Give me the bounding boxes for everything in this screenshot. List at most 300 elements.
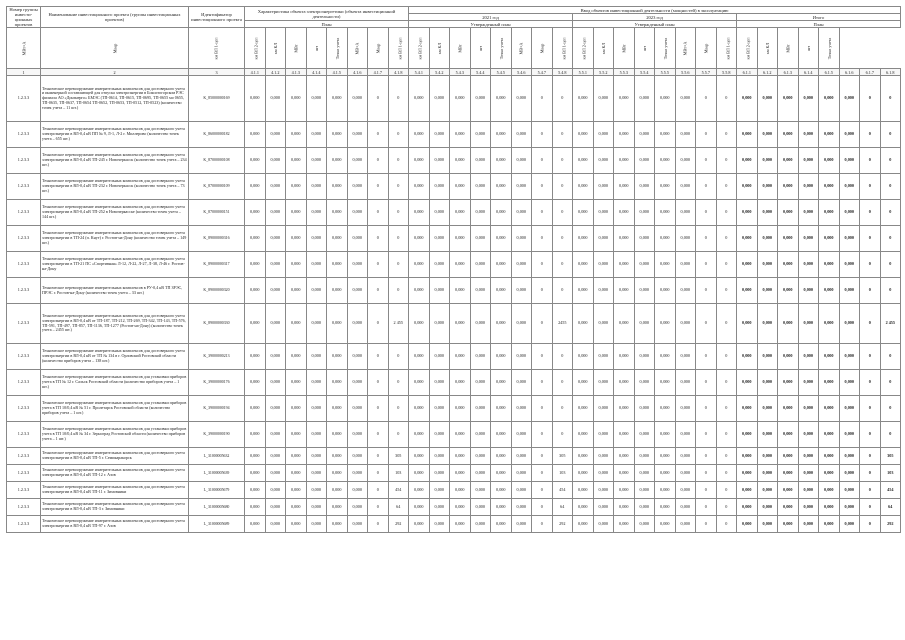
row-value-cell: 0,000 — [491, 422, 512, 448]
table-row — [7, 465, 901, 482]
row-value-cell: 0,000 — [306, 482, 327, 499]
row-value-cell: 0,000 — [306, 148, 327, 174]
row-value-cell: 0,000 — [347, 499, 368, 516]
row-value-cell: 0,000 — [450, 516, 471, 533]
row-value-cell: 0,000 — [286, 422, 307, 448]
row-value-cell: 0,000 — [511, 226, 532, 252]
row-value-cell: 0,000 — [327, 148, 348, 174]
column-number: 5.4.6 — [511, 69, 532, 76]
row-value-cell: 0 — [532, 482, 553, 499]
row-value-cell: 0 — [368, 396, 389, 422]
row-value-cell: 0,000 — [593, 516, 614, 533]
row-total-cell: 0,000 — [819, 148, 840, 174]
row-project-name: Техническое перевооружение измерительных комплексов для достоверного учета электроэнергии в ВЛ-0,4 кВ ТП-11 г. Зимовники — [41, 482, 189, 499]
row-value-cell: 0,000 — [429, 174, 450, 200]
unit-header-cell — [511, 28, 532, 69]
table-row — [7, 122, 901, 148]
row-value-cell: 0,000 — [573, 396, 594, 422]
row-value-cell: 0 — [532, 226, 553, 252]
row-value-cell: 0,000 — [614, 370, 635, 396]
row-value-cell: 0,000 — [511, 465, 532, 482]
column-number: 3 — [189, 69, 245, 76]
row-value-cell: 0,000 — [655, 200, 676, 226]
row-value-cell: 0 — [552, 226, 573, 252]
column-number: 1 — [7, 69, 41, 76]
row-value-cell: 0 — [696, 499, 717, 516]
row-total-cell: 0,000 — [839, 122, 860, 148]
row-value-cell: 0 — [696, 482, 717, 499]
row-total-cell: 0,000 — [778, 148, 799, 174]
row-value-cell: 0 — [532, 465, 553, 482]
row-value-cell: 0 — [716, 499, 737, 516]
table-row — [7, 370, 901, 396]
row-project-name: Техническое перевооружение измерительных комплексов для достоверного учета электроэнергии в ВЛ-0,4 кВ ТП-97 г. Азов — [41, 516, 189, 533]
row-value-cell: 0,000 — [511, 344, 532, 370]
row-total-cell: 0 — [860, 304, 881, 344]
row-value-cell: 0,000 — [491, 122, 512, 148]
row-value-cell: 0,000 — [245, 252, 266, 278]
row-value-cell: 0,000 — [409, 174, 430, 200]
row-value-cell: 0,000 — [573, 516, 594, 533]
unit-header-label: шт — [805, 45, 811, 51]
row-group-number: 1.2.3.3 — [7, 396, 41, 422]
row-total-cell: 0,000 — [798, 76, 819, 122]
row-value-cell: 2 455 — [388, 304, 409, 344]
row-total-cell: 0,000 — [839, 148, 860, 174]
row-value-cell: 0 — [532, 448, 553, 465]
row-value-cell: 0,000 — [614, 174, 635, 200]
row-value-cell: 0 — [552, 174, 573, 200]
row-value-cell: 0,000 — [634, 226, 655, 252]
row-group-number: 1.2.3.3 — [7, 422, 41, 448]
row-value-cell: 0,000 — [347, 344, 368, 370]
row-total-cell: 0,000 — [757, 76, 778, 122]
row-value-cell: 0,000 — [655, 422, 676, 448]
row-value-cell: 0,000 — [511, 252, 532, 278]
row-group-number: 1.2.3.3 — [7, 482, 41, 499]
row-value-cell: 0 — [532, 278, 553, 304]
row-value-cell: 0,000 — [286, 304, 307, 344]
row-value-cell: 0,000 — [491, 344, 512, 370]
row-value-cell: 0,000 — [675, 396, 696, 422]
row-value-cell: 0,000 — [429, 516, 450, 533]
unit-header-cell — [737, 28, 758, 69]
row-value-cell: 0,000 — [675, 200, 696, 226]
row-total-cell: 64 — [880, 499, 901, 516]
column-number: 6.1.3 — [778, 69, 799, 76]
unit-header-label: МВт — [621, 43, 627, 53]
row-value-cell: 0 — [552, 370, 573, 396]
row-project-id: K_39000000194 — [189, 396, 245, 422]
row-value-cell: 0,000 — [306, 448, 327, 465]
row-value-cell: 0,000 — [614, 499, 635, 516]
row-total-cell: 0,000 — [798, 304, 819, 344]
row-total-cell: 0,000 — [757, 422, 778, 448]
row-value-cell: 0,000 — [450, 76, 471, 122]
row-value-cell: 0,000 — [593, 465, 614, 482]
row-total-cell: 0,000 — [819, 174, 840, 200]
row-value-cell: 0,000 — [306, 200, 327, 226]
investment-table-sheet — [6, 6, 898, 533]
row-total-cell: 0 — [880, 174, 901, 200]
row-value-cell: 0,000 — [347, 422, 368, 448]
row-total-cell: 454 — [880, 482, 901, 499]
row-value-cell: 0,000 — [573, 344, 594, 370]
row-value-cell: 0,000 — [675, 76, 696, 122]
row-value-cell: 0,000 — [306, 226, 327, 252]
column-number: 5.5.6 — [675, 69, 696, 76]
row-value-cell: 0,000 — [573, 465, 594, 482]
row-value-cell: 0,000 — [347, 370, 368, 396]
row-value-cell: 0,000 — [347, 396, 368, 422]
row-value-cell: 305 — [388, 448, 409, 465]
row-value-cell: 0 — [696, 344, 717, 370]
row-value-cell: 0,000 — [593, 252, 614, 278]
row-total-cell: 0 — [860, 370, 881, 396]
row-total-cell: 103 — [880, 465, 901, 482]
row-value-cell: 0,000 — [409, 200, 430, 226]
row-value-cell: 0 — [532, 76, 553, 122]
row-value-cell: 0,000 — [511, 482, 532, 499]
row-total-cell: 0,000 — [798, 422, 819, 448]
column-number: 5.5.2 — [593, 69, 614, 76]
unit-header-label: МВт×А — [682, 41, 688, 55]
row-total-cell: 0,000 — [819, 465, 840, 482]
unit-header-cell — [757, 28, 778, 69]
row-value-cell: 0,000 — [327, 465, 348, 482]
row-total-cell: 0 — [860, 465, 881, 482]
row-total-cell: 0 — [880, 148, 901, 174]
row-value-cell: 0,000 — [245, 516, 266, 533]
row-total-cell: 0,000 — [778, 226, 799, 252]
row-value-cell: 0,000 — [286, 226, 307, 252]
row-value-cell: 0,000 — [327, 344, 348, 370]
row-project-name: Техническое перевооружение измерительных комплексов для достоверного учета электроэнергии в ВЛ-0,4 кВ ПП № 9, Л-1, Л-2 г. Миллерово (количество точек учета – 655 шт.) — [41, 122, 189, 148]
column-number: 4.1.5 — [327, 69, 348, 76]
row-project-id: L_31000005632 — [189, 448, 245, 465]
row-total-cell: 0,000 — [757, 516, 778, 533]
row-value-cell: 0 — [368, 148, 389, 174]
row-value-cell: 0,000 — [614, 148, 635, 174]
row-project-id: K_39000000190 — [189, 422, 245, 448]
row-value-cell: 0,000 — [245, 278, 266, 304]
unit-header-cell — [532, 28, 553, 69]
row-value-cell: 0,000 — [245, 304, 266, 344]
row-total-cell: 0 — [880, 200, 901, 226]
row-total-cell: 0,000 — [798, 278, 819, 304]
row-total-cell: 0,000 — [757, 499, 778, 516]
row-value-cell: 0,000 — [286, 148, 307, 174]
row-value-cell: 0,000 — [511, 304, 532, 344]
row-total-cell: 0,000 — [819, 278, 840, 304]
row-value-cell: 0 — [696, 200, 717, 226]
table-row — [7, 304, 901, 344]
row-total-cell: 0,000 — [757, 226, 778, 252]
row-total-cell: 0,000 — [778, 76, 799, 122]
row-value-cell: 0,000 — [245, 422, 266, 448]
row-total-cell: 0,000 — [737, 422, 758, 448]
row-group-number: 1.2.3.3 — [7, 226, 41, 252]
row-value-cell: 0,000 — [634, 499, 655, 516]
row-value-cell: 0,000 — [327, 226, 348, 252]
table-row — [7, 226, 901, 252]
row-total-cell: 0 — [860, 422, 881, 448]
row-project-name: Техническое перевооружение измерительных комплексов для достоверного учета электроэнергии в ТП-21 ПС «Спортивная» Л-12, Л-22, Л-27, Л-38, Л-46 г. Ростов-на-Дону — [41, 252, 189, 278]
row-value-cell: 0,000 — [634, 122, 655, 148]
row-total-cell: 305 — [880, 448, 901, 465]
row-value-cell: 0,000 — [573, 448, 594, 465]
row-value-cell: 0,000 — [573, 76, 594, 122]
row-value-cell: 454 — [388, 482, 409, 499]
row-value-cell: 0 — [368, 465, 389, 482]
row-value-cell: 0,000 — [450, 200, 471, 226]
row-value-cell: 0,000 — [306, 76, 327, 122]
row-value-cell: 292 — [388, 516, 409, 533]
row-value-cell: 0,000 — [409, 344, 430, 370]
row-value-cell: 0,000 — [614, 226, 635, 252]
row-value-cell: 0,000 — [286, 370, 307, 396]
row-value-cell: 0,000 — [593, 396, 614, 422]
row-value-cell: 0 — [532, 200, 553, 226]
row-value-cell: 0,000 — [491, 516, 512, 533]
row-value-cell: 0,000 — [265, 344, 286, 370]
row-value-cell: 0,000 — [655, 304, 676, 344]
row-value-cell: 0 — [532, 396, 553, 422]
row-total-cell: 0,000 — [737, 252, 758, 278]
unit-header-label: МВт — [785, 43, 791, 53]
row-value-cell: 0,000 — [306, 344, 327, 370]
row-value-cell: 0,000 — [265, 304, 286, 344]
row-value-cell: 0,000 — [245, 499, 266, 516]
row-value-cell: 0 — [552, 344, 573, 370]
row-value-cell: 0 — [696, 226, 717, 252]
row-total-cell: 0,000 — [819, 304, 840, 344]
row-value-cell: 0,000 — [286, 396, 307, 422]
row-project-name: Техническое перевооружение измерительных комплексов для установки приборов учета в ТП 10/0,4 кВ № 51 г. Пролетарск Ростовской области (количество приборов учета – 1 шт.) — [41, 396, 189, 422]
row-total-cell: 0,000 — [839, 304, 860, 344]
unit-header-label: км ВЛ 2-цеп — [745, 36, 751, 60]
row-value-cell: 0,000 — [491, 499, 512, 516]
row-total-cell: 0 — [860, 174, 881, 200]
row-total-cell: 0,000 — [737, 499, 758, 516]
row-total-cell: 0,000 — [737, 122, 758, 148]
row-value-cell: 64 — [552, 499, 573, 516]
unit-header-label: км КЛ — [764, 42, 770, 54]
row-project-id: K_39000000213 — [189, 344, 245, 370]
row-project-id: K_39000000176 — [189, 370, 245, 396]
row-value-cell: 0,000 — [327, 370, 348, 396]
row-value-cell: 0,000 — [470, 482, 491, 499]
unit-header-cell — [819, 28, 840, 69]
column-number: 6.1.5 — [819, 69, 840, 76]
row-value-cell: 0,000 — [655, 122, 676, 148]
row-value-cell: 0 — [552, 76, 573, 122]
row-value-cell: 0,000 — [573, 482, 594, 499]
row-total-cell: 0,000 — [757, 200, 778, 226]
row-total-cell: 0 — [880, 122, 901, 148]
col-year-2023: 2023 год — [573, 14, 737, 21]
column-number: 5.4.3 — [450, 69, 471, 76]
row-value-cell: 0,000 — [347, 252, 368, 278]
row-value-cell: 0,000 — [245, 344, 266, 370]
row-value-cell: 0,000 — [265, 370, 286, 396]
row-total-cell: 0 — [880, 76, 901, 122]
unit-header-cell — [450, 28, 471, 69]
row-total-cell: 0,000 — [839, 422, 860, 448]
column-number-row — [7, 69, 901, 76]
row-value-cell: 0,000 — [593, 422, 614, 448]
row-value-cell: 0,000 — [347, 200, 368, 226]
row-value-cell: 0 — [532, 516, 553, 533]
row-value-cell: 0,000 — [286, 482, 307, 499]
row-total-cell: 0,000 — [839, 344, 860, 370]
unit-header-label: Точки учета — [663, 37, 669, 59]
row-value-cell: 0,000 — [347, 516, 368, 533]
row-value-cell: 0,000 — [306, 278, 327, 304]
unit-header-label: МВт — [457, 43, 463, 53]
column-number: 5.5.3 — [614, 69, 635, 76]
row-value-cell: 0,000 — [245, 370, 266, 396]
row-total-cell: 0 — [860, 200, 881, 226]
row-value-cell: 0 — [552, 122, 573, 148]
row-value-cell: 0,000 — [655, 252, 676, 278]
row-value-cell: 0,000 — [675, 122, 696, 148]
row-value-cell: 0,000 — [573, 148, 594, 174]
row-value-cell: 0,000 — [491, 76, 512, 122]
row-value-cell: 0,000 — [245, 200, 266, 226]
row-value-cell: 0,000 — [450, 482, 471, 499]
row-total-cell: 0 — [860, 482, 881, 499]
row-project-id: L_31000005679 — [189, 482, 245, 499]
row-value-cell: 0,000 — [245, 226, 266, 252]
row-value-cell: 0,000 — [511, 278, 532, 304]
row-value-cell: 0,000 — [429, 226, 450, 252]
row-value-cell: 0,000 — [429, 122, 450, 148]
row-total-cell: 0,000 — [778, 122, 799, 148]
row-value-cell: 0,000 — [511, 174, 532, 200]
row-value-cell: 0,000 — [593, 76, 614, 122]
row-value-cell: 0,000 — [614, 516, 635, 533]
row-group-number: 1.2.3.3 — [7, 278, 41, 304]
row-value-cell: 0 — [552, 422, 573, 448]
row-value-cell: 0 — [388, 200, 409, 226]
row-total-cell: 0,000 — [798, 122, 819, 148]
unit-header-label: км ВЛ 2-цеп — [253, 36, 259, 60]
column-number: 5.4.8 — [552, 69, 573, 76]
row-total-cell: 0,000 — [737, 465, 758, 482]
row-value-cell: 0 — [368, 448, 389, 465]
row-value-cell: 0 — [716, 148, 737, 174]
row-value-cell: 0,000 — [470, 344, 491, 370]
unit-header-row — [7, 28, 901, 69]
row-value-cell: 0 — [696, 304, 717, 344]
row-value-cell: 0,000 — [470, 448, 491, 465]
row-value-cell: 0,000 — [634, 278, 655, 304]
row-total-cell: 0 — [880, 344, 901, 370]
column-number: 5.4.2 — [429, 69, 450, 76]
row-value-cell: 0,000 — [429, 148, 450, 174]
unit-header-cell — [491, 28, 512, 69]
table-body — [7, 76, 901, 533]
row-total-cell: 0,000 — [737, 370, 758, 396]
row-value-cell: 0,000 — [409, 465, 430, 482]
row-value-cell: 0,000 — [327, 174, 348, 200]
row-value-cell: 0,000 — [511, 448, 532, 465]
table-row — [7, 76, 901, 122]
row-total-cell: 0 — [860, 448, 881, 465]
row-value-cell: 0,000 — [655, 226, 676, 252]
row-total-cell: 0,000 — [798, 148, 819, 174]
unit-header-cell — [429, 28, 450, 69]
row-value-cell: 0,000 — [409, 226, 430, 252]
row-value-cell: 0 — [716, 422, 737, 448]
unit-header-label: км ВЛ 1-цеп — [725, 36, 731, 60]
row-group-number: 1.2.3.3 — [7, 344, 41, 370]
row-value-cell: 0,000 — [286, 200, 307, 226]
unit-header-label: МВ×А — [354, 42, 360, 54]
row-value-cell: 0,000 — [655, 174, 676, 200]
row-total-cell: 0 — [860, 499, 881, 516]
column-number: 5.5.7 — [696, 69, 717, 76]
row-total-cell: 0,000 — [737, 200, 758, 226]
unit-header-cell — [552, 28, 573, 69]
column-number: 4.1.7 — [368, 69, 389, 76]
row-value-cell: 0,000 — [409, 422, 430, 448]
row-value-cell: 0,000 — [573, 226, 594, 252]
row-total-cell: 0,000 — [778, 252, 799, 278]
row-value-cell: 305 — [552, 448, 573, 465]
row-value-cell: 0,000 — [470, 370, 491, 396]
row-value-cell: 0,000 — [327, 422, 348, 448]
unit-header-label: км ВЛ 2-цеп — [581, 36, 587, 60]
row-total-cell: 0,000 — [839, 200, 860, 226]
row-value-cell: 0,000 — [614, 200, 635, 226]
row-value-cell: 454 — [552, 482, 573, 499]
row-value-cell: 0 — [716, 465, 737, 482]
row-total-cell: 0,000 — [819, 499, 840, 516]
row-value-cell: 0,000 — [511, 499, 532, 516]
row-value-cell: 0,000 — [450, 499, 471, 516]
unit-header-label: шт — [313, 45, 319, 51]
unit-header-cell — [573, 28, 594, 69]
unit-header-cell — [388, 28, 409, 69]
row-value-cell: 0 — [696, 174, 717, 200]
row-value-cell: 0,000 — [470, 226, 491, 252]
row-value-cell: 0,000 — [429, 304, 450, 344]
row-value-cell: 0 — [696, 396, 717, 422]
unit-header-cell — [286, 28, 307, 69]
row-value-cell: 0,000 — [655, 499, 676, 516]
row-value-cell: 0,000 — [634, 448, 655, 465]
row-total-cell: 0 — [860, 122, 881, 148]
col-project-id: Идентификатор инвестиционного проекта — [189, 7, 245, 28]
row-value-cell: 0,000 — [470, 516, 491, 533]
row-value-cell: 0,000 — [409, 482, 430, 499]
row-value-cell: 0,000 — [245, 122, 266, 148]
row-value-cell: 0 — [716, 344, 737, 370]
row-value-cell: 0 — [388, 344, 409, 370]
table-row — [7, 482, 901, 499]
row-value-cell: 0,000 — [265, 252, 286, 278]
row-value-cell: 0,000 — [675, 465, 696, 482]
row-value-cell: 0 — [368, 304, 389, 344]
row-value-cell: 0,000 — [511, 422, 532, 448]
table-row — [7, 252, 901, 278]
row-total-cell: 0,000 — [798, 344, 819, 370]
row-value-cell: 0,000 — [573, 174, 594, 200]
row-total-cell: 0,000 — [757, 344, 778, 370]
column-number: 5.5.5 — [655, 69, 676, 76]
